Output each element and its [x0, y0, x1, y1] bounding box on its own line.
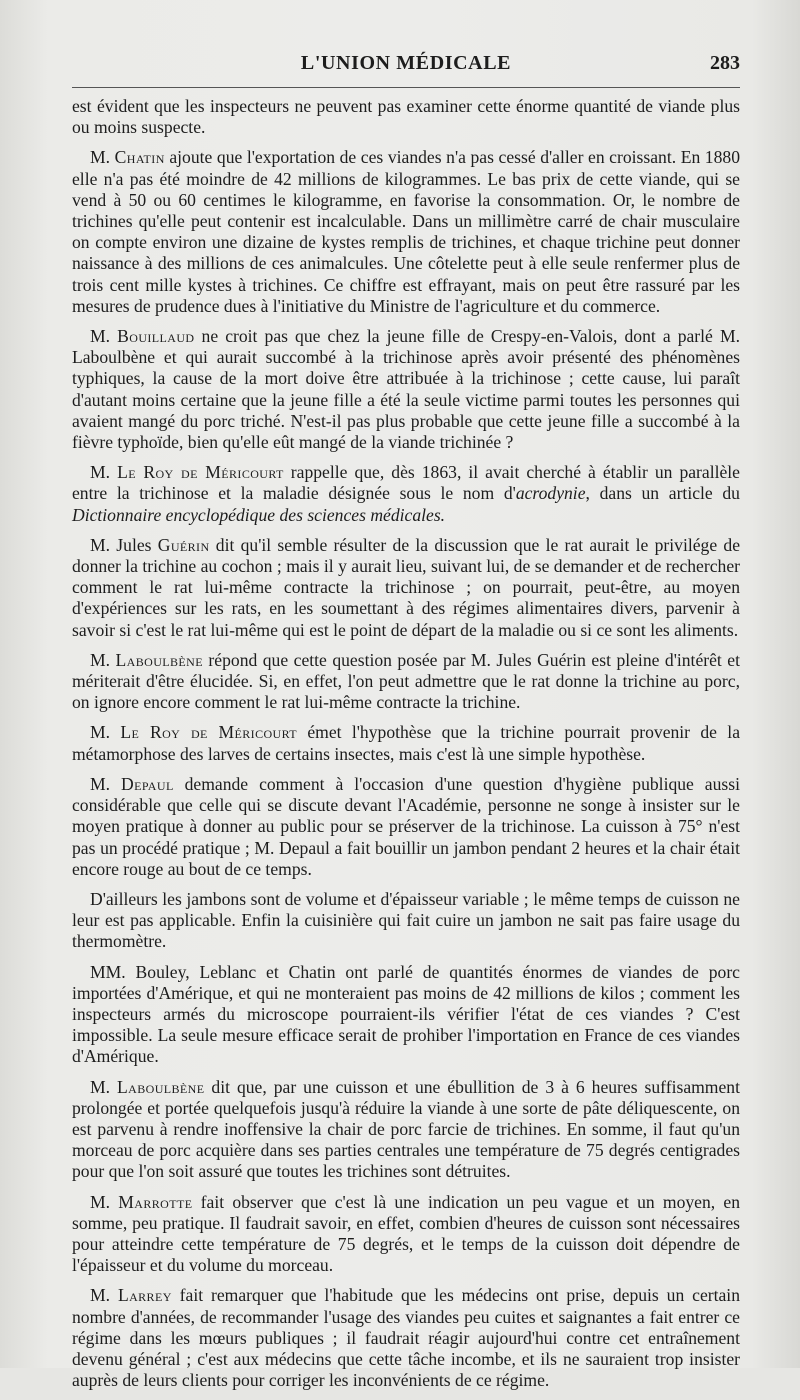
paragraph [72, 1285, 740, 1391]
speaker-name: Chatin [114, 147, 165, 168]
page-number: 283 [710, 52, 740, 74]
paragraph-text: fait observer que c'est là une indication un peu vague et un moyen, en somme, peu pratique. Il faudrait savoir, en effet, combien d'heures de cuisson sont nécessaires pour atteindre cette température de 75 degrés, et le temps de la cuisson doit dépendre de l'épaisseur et du volume du morceau. [72, 1191, 740, 1276]
paragraph-text: M. [90, 462, 118, 483]
speaker-name: Laboulbène [117, 1076, 205, 1097]
paragraph-text: ajoute que l'exportation de ces viandes n'a pas cessé d'aller en croissant. En 1880 elle n'a pas été moindre de 42 millions de kilogrammes. Le bas prix de cette viande, qui se vend à 50 ou 60 centimes le kilogramme, en favorise la consommation. Or, le nombre de trichines qu'elle peut contenir est incalculable. Dans un millimètre carré de chair musculaire on compte environ une dizaine de kystes remplis de trichines, et chaque trichine peut donner naissance à des millions de ces animalcules. Une côtelette peut à elle seule renfermer plus de trois cent mille kystes à trichines. Ce chiffre est effrayant, mais on peut être rassuré par les mesures de prudence dues à l'initiative du Ministre de l'agriculture et du commerce. [72, 147, 740, 316]
paragraph-text: M. [90, 773, 121, 794]
paragraph [72, 1077, 740, 1183]
paragraph [72, 962, 740, 1068]
article-body [72, 96, 740, 1400]
paragraph-text: D'ailleurs les jambons sont de volume et d'épaisseur variable ; le même temps de cuisson ne leur est pas applicable. Enfin la cuisinière qui fait cuire un jambon ne sait pas faire usage du thermomètre. [72, 888, 740, 952]
paragraph [72, 535, 740, 641]
paragraph-text: , dans un article du [585, 483, 740, 504]
speaker-name: Marrotte [118, 1191, 193, 1212]
paragraph [72, 1192, 740, 1277]
paragraph-text: M. [90, 147, 115, 168]
paragraph-text: dit que, par une cuisson et une ébullition de 3 à 6 heures suffisamment prolongée et portée quelquefois jusqu'à réduire la viande à une sorte de pâte déliquescente, on est parvenu à rendre inoffensive la chair de porc farcie de trichines. En somme, il faut qu'un morceau de porc acquière dans ses parties centrales une température de 75 degrés centigrades pour que l'on soit assuré que toutes les trichines sont détruites. [72, 1076, 740, 1182]
speaker-name: Le Roy de Méricourt [117, 462, 284, 483]
paragraph-text: répond que cette question posée par M. Jules Guérin est pleine d'intérêt et mériterait d'être élucidée. Si, en effet, l'on peut admettre que le rat donne la trichine au porc, on ignore encore comment le rat lui-même contracte la trichine. [72, 649, 740, 713]
speaker-name: Bouillaud [117, 326, 195, 347]
paragraph-text: émet l'hypothèse que la trichine pourrait provenir de la métamorphose des larves de certains insectes, mais c'est là une simple hypothèse. [72, 722, 740, 764]
paragraph-text: dit qu'il semble résulter de la discussion que le rat aurait le privilége de donner la trichine au cochon ; mais il y aurait lieu, suivant lui, de se demander et de rechercher comment le rat lui-même contracte la trichinose ; on pourrait, peut-être, au moyen d'expériences sur les rats, en les soumettant à des régimes alimentaires divers, parvenir à savoir si c'est le rat lui-même qui est le point de départ de la maladie ou si ce sont les aliments. [72, 534, 740, 640]
speaker-name: Laboulbène [115, 649, 203, 670]
paragraph [72, 774, 740, 880]
italic-text: Dictionnaire encyclopédique des sciences médicales. [72, 504, 446, 525]
running-header [72, 48, 740, 78]
paragraph [72, 96, 740, 138]
paragraph-text: M. [90, 1285, 118, 1306]
paragraph [72, 722, 740, 764]
paragraph-text: M. [90, 1076, 118, 1097]
paragraph [72, 326, 740, 453]
paragraph-text: demande comment à l'occasion d'une question d'hygiène publique aussi considérable que celle qui se discute devant l'Académie, personne ne songe à insister sur le moyen pratique à donner au public pour se préserver de la trichinose. La cuisson à 75° n'est pas un procédé pratique ; M. Depaul a fait bouillir un jambon pendant 2 heures et la chair était encore rouge au bout de ce temps. [72, 773, 740, 879]
paragraph-text: M. [90, 1191, 119, 1212]
paragraph [72, 889, 740, 953]
paragraph-text: M. [90, 326, 118, 347]
italic-text: acrodynie [515, 483, 586, 504]
paragraph [72, 147, 740, 317]
paragraph [72, 650, 740, 714]
speaker-name: Guérin [157, 534, 210, 555]
journal-title: L'UNION MÉDICALE [300, 52, 512, 74]
speaker-name: Larrey [117, 1285, 172, 1306]
paragraph-text: ne croit pas que chez la jeune fille de Crespy-en-Valois, dont a parlé M. Laboulbène et qui aurait succombé à la trichinose après avoir présenté des phénomènes typhiques, la cause de la mort doive être attribuée à la trichinose ; cette cause, lui paraît d'autant moins certaine que la jeune fille a été la seule victime parmi toutes les personnes qui avaient mangé du porc triché. N'est-il pas plus probable que cette jeune fille a succombé à la fièvre typhoïde, bien qu'elle eût mangé de la viande trichinée ? [72, 326, 740, 453]
speaker-name: Le Roy de Méricourt [120, 722, 298, 743]
paragraph-text: rappelle que, dès 1863, il avait cherché à établir un parallèle entre la trichinose et la maladie désignée sous le nom d' [72, 462, 740, 504]
paragraph-text: M. [90, 722, 121, 743]
speaker-name: Depaul [121, 773, 174, 794]
paragraph-text: M. Jules [90, 534, 158, 555]
paragraph-text: M. [90, 649, 116, 670]
paragraph-text: est évident que les inspecteurs ne peuvent pas examiner cette énorme quantité de viande plus ou moins suspecte. [72, 96, 740, 138]
paragraph [72, 462, 740, 526]
paragraph-text: fait remarquer que l'habitude que les médecins ont prise, depuis un certain nombre d'années, de recommander l'usage des viandes peu cuites et saignantes a fait entrer ce régime dans les mœurs publiques ; il faudrait réagir aujourd'hui contre cet entraînement devenu général ; c'est aux médecins que cette tâche incombe, et ils ne sauraient trop insister auprès de leurs clients pour corriger les inconvénients de ce régime. [72, 1285, 740, 1391]
paragraph-text: MM. Bouley, Leblanc et Chatin ont parlé de quantités énormes de viandes de porc importées d'Amérique, et qui ne monteraient pas moins de 42 millions de kilos ; comment les inspecteurs armés du microscope pourraient-ils vérifier l'état de ces viandes ? C'est impossible. La seule mesure efficace serait de prohiber l'importation en France de ces viandes d'Amérique. [72, 961, 740, 1067]
header-rule [72, 87, 740, 88]
